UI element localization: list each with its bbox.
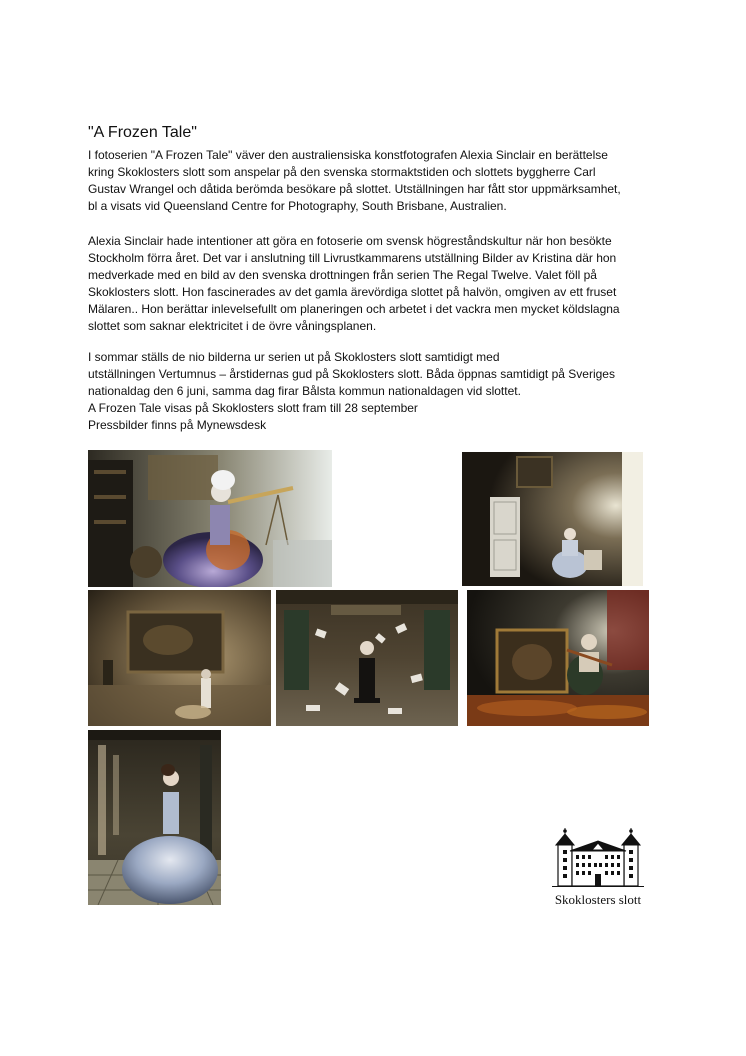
photo-library-papers xyxy=(276,590,458,726)
text-line: Stockholm förra året. Det var i anslutning till Livrustkammarens utställning Bilder av Kristina där hon xyxy=(88,251,617,265)
text-line: Skoklosters slott. Hon fascinerades av det gamla ärevördiga slottet på halvön, omgiven av ett fruset xyxy=(88,285,617,299)
photo-window-room xyxy=(462,452,643,586)
skoklosters-slott-logo xyxy=(548,828,648,908)
photo-painting-room xyxy=(88,590,271,726)
text-line: Alexia Sinclair hade intentioner att göra en fotoserie om svensk högreståndskultur när hon besökte xyxy=(88,234,612,248)
paragraph-exhibition xyxy=(88,349,658,434)
photo-violinist xyxy=(467,590,649,726)
photo-telescope xyxy=(88,450,332,587)
text-line: Mälaren.. Hon berättar inlevelsefullt om planeringen och arbetet i det vackra men mycket köldslagna xyxy=(88,302,620,316)
text-line: Pressbilder finns på Mynewsdesk xyxy=(88,418,267,432)
text-line: bl a visats vid Queensland Centre for Photography, South Brisbane, Australien. xyxy=(88,199,507,213)
text-line: medverkade med en bild av den svenska drottningen från serien The Regal Twelve. Valet föll på xyxy=(88,268,597,282)
text-line: I fotoserien "A Frozen Tale" väver den australiensiska konstfotografen Alexia Sinclair en berättelse xyxy=(88,148,608,162)
text-line: kring Skoklosters slott som anspelar på den svenska stormaktstiden och slottets byggherre Carl xyxy=(88,165,596,179)
text-line: A Frozen Tale visas på Skoklosters slott fram till 28 september xyxy=(88,401,418,415)
text-line: nationaldag den 6 juni, samma dag firar Bålsta kommun nationaldagen vid slottet. xyxy=(88,384,521,398)
text-line: Gustav Wrangel och dåtida berömda besökare på slottet. Utställningen har fått stor uppmärksamhet, xyxy=(88,182,621,196)
photo-blue-gown xyxy=(88,730,221,905)
paragraph-background xyxy=(88,233,658,335)
text-line: I sommar ställs de nio bilderna ur serien ut på Skoklosters slott samtidigt med xyxy=(88,350,500,364)
paragraph-intro xyxy=(88,147,658,215)
text-line: slottet som saknar elektricitet i de övre våningsplanen. xyxy=(88,319,377,333)
logo-text: Skoklosters slott xyxy=(554,892,642,907)
text-line: utställningen Vertumnus – årstidernas gud på Skoklosters slott. Båda öppnas samtidigt på Sveriges xyxy=(88,367,615,381)
document-title: "A Frozen Tale" xyxy=(88,124,197,141)
castle-icon xyxy=(548,828,648,888)
